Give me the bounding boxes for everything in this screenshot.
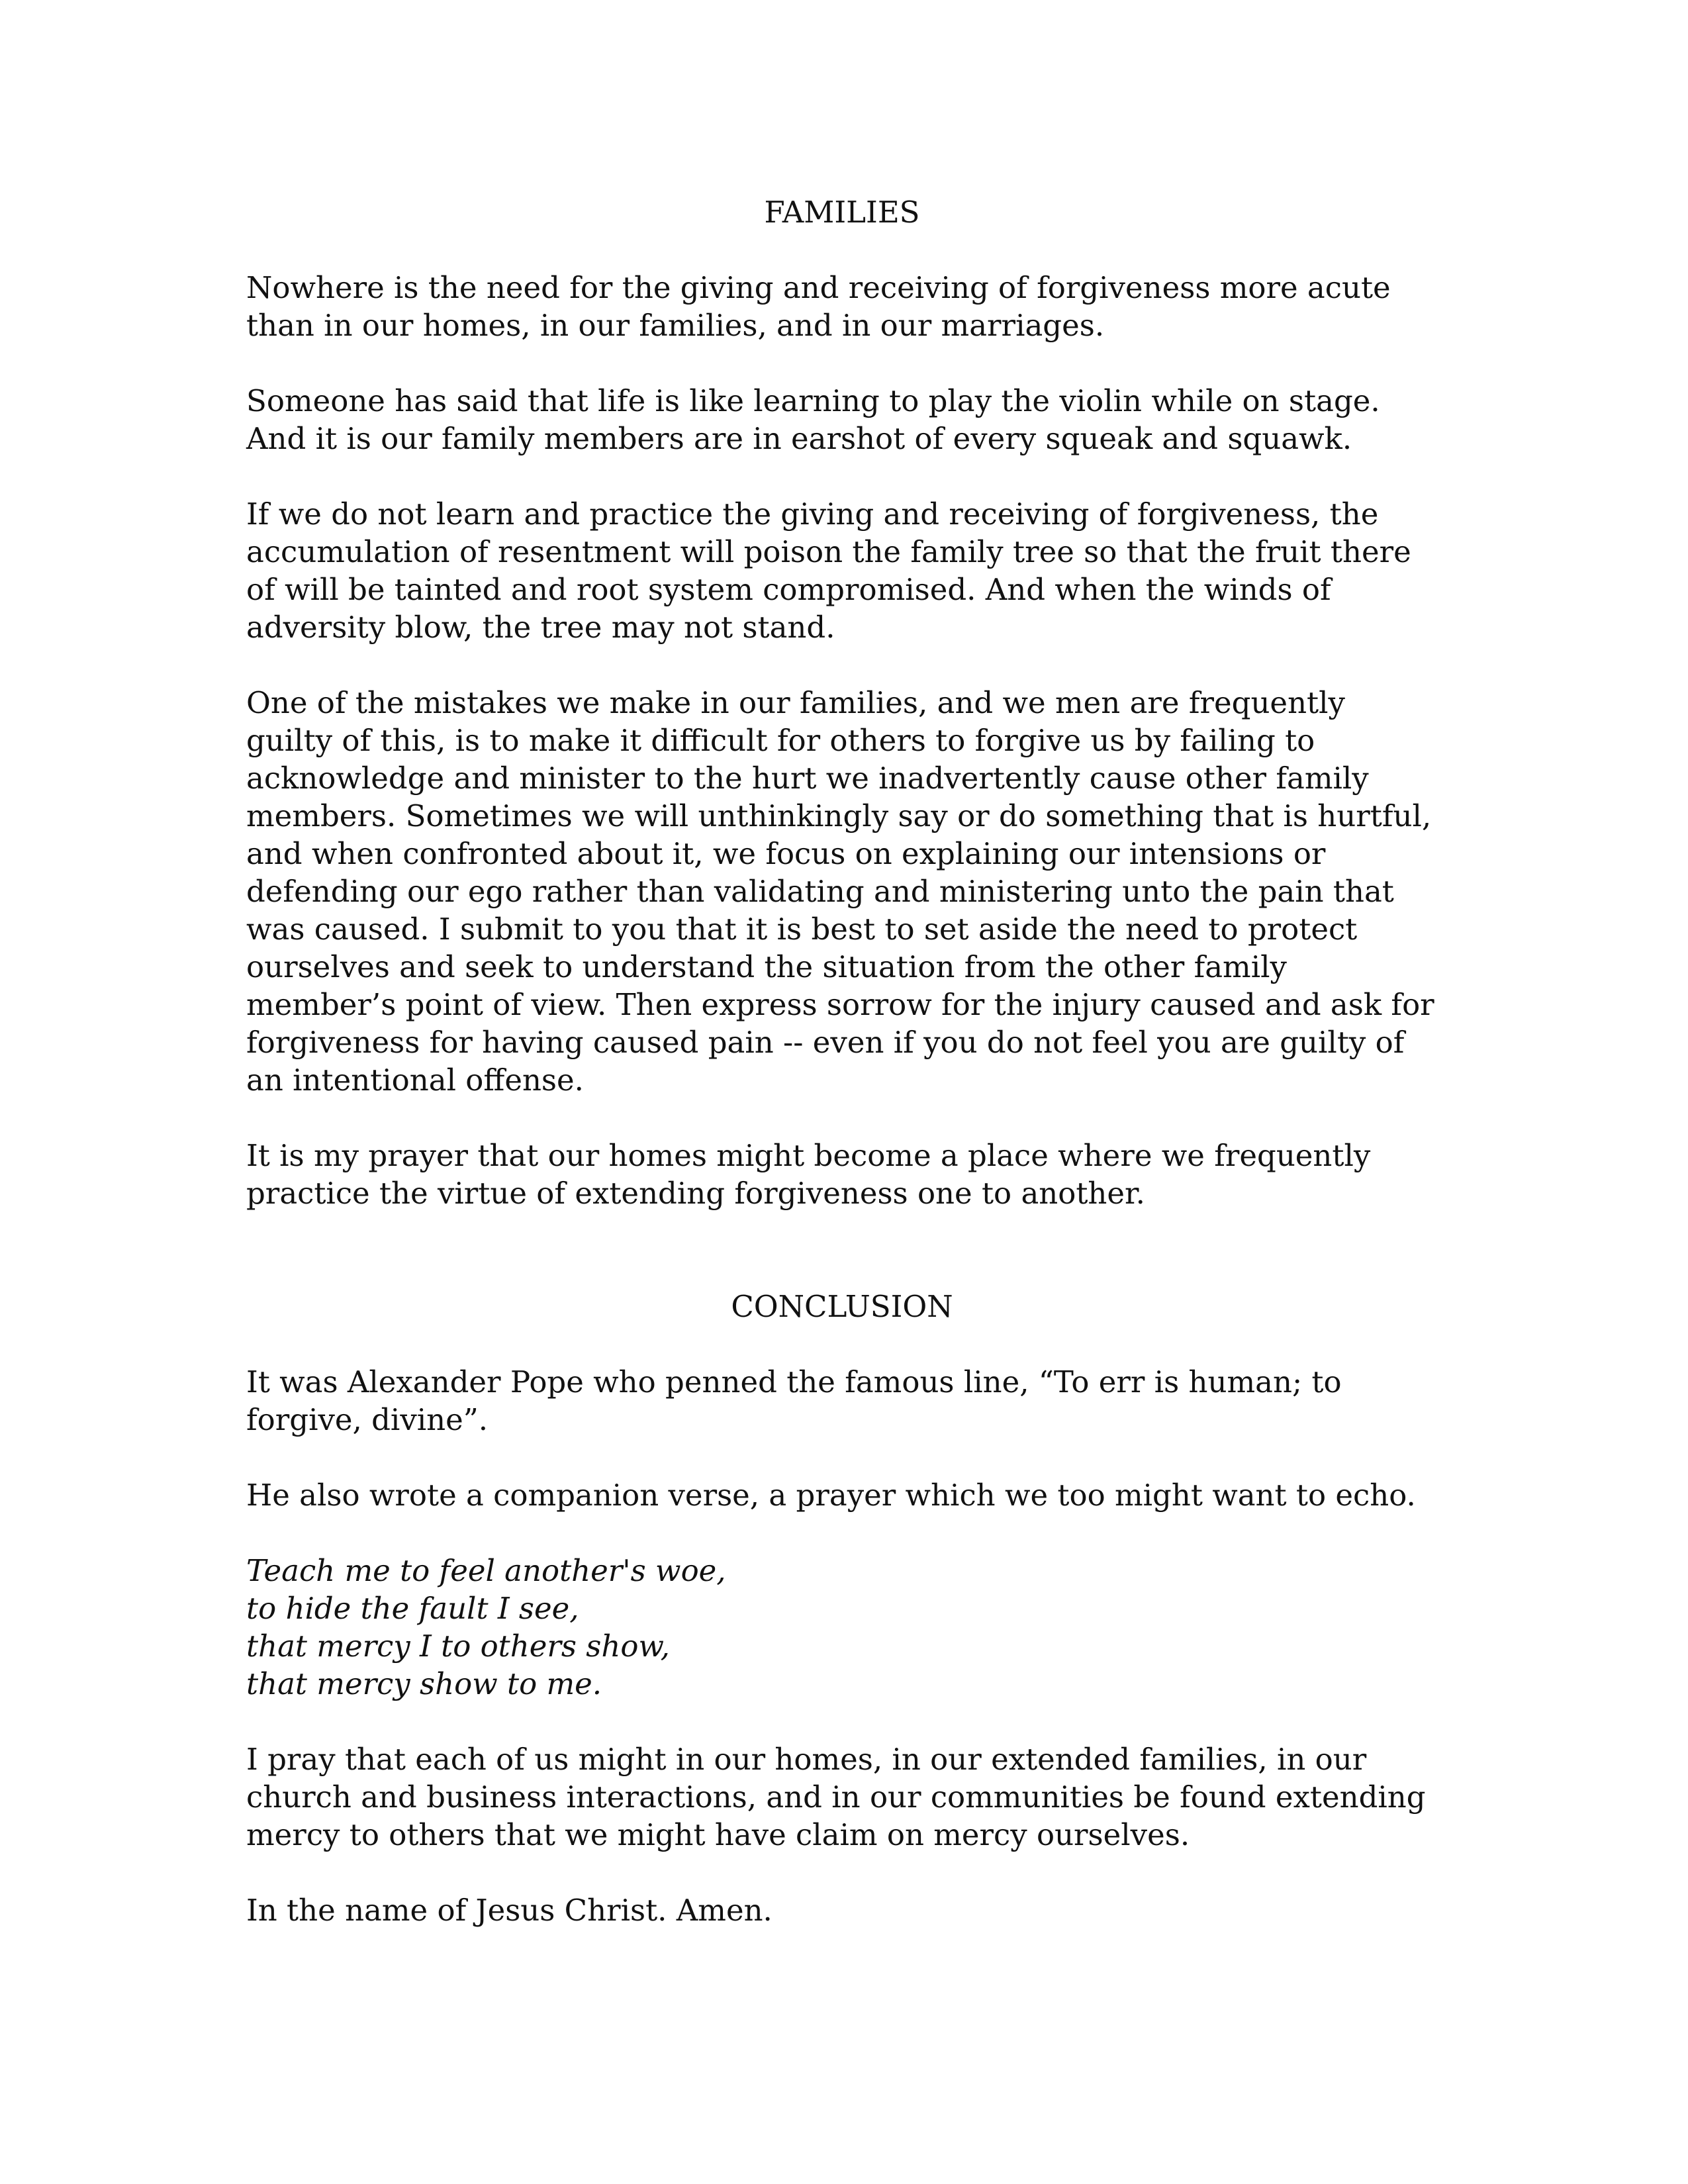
paragraph: It was Alexander Pope who penned the famous line, “To err is human; to forgive, divine”. — [246, 1364, 1342, 1437]
poem-line: Teach me to feel another's woe, — [246, 1553, 726, 1588]
poem-line: that mercy I to others show, — [246, 1629, 670, 1664]
poem-verse — [246, 1552, 1438, 1703]
poem-line: that mercy show to me. — [246, 1666, 602, 1701]
paragraph: If we do not learn and practice the giving and receiving of forgiveness, the accumulation of resentment will poison the family tree so that the fruit there of will be tainted and root system compromised. And when the winds of adversity blow, the tree may not stand. — [246, 497, 1411, 645]
document-page — [246, 193, 1438, 1929]
poem-line: to hide the fault I see, — [246, 1591, 579, 1626]
paragraph: It is my prayer that our homes might become a place where we frequently practice the virtue of extending forgiveness one to another. — [246, 1138, 1371, 1211]
paragraph: Someone has said that life is like learning to play the violin while on stage. And it is our family members are in earshot of every squeak and squawk. — [246, 383, 1380, 456]
paragraph: Nowhere is the need for the giving and receiving of forgiveness more acute than in our homes, in our families, and in our marriages. — [246, 270, 1391, 343]
paragraph: I pray that each of us might in our homes, in our extended families, in our church and business interactions, and in our communities be found extending mercy to others that we might have claim on mercy ourselves. — [246, 1742, 1426, 1852]
section-heading-conclusion: CONCLUSION — [731, 1289, 953, 1324]
paragraph: One of the mistakes we make in our families, and we men are frequently guilty of this, is to make it difficult for others to forgive us by failing to acknowledge and minister to the hurt we inadvertently cause other family members. Sometimes we will unthinkingly say or do something that is hurtful, and when confronted about it, we focus on explaining our intensions or defending our ego rather than validating and ministering unto the pain that was caused. I submit to you that it is best to set aside the need to protect ourselves and seek to understand the situation from the other family member’s point of view. Then express sorrow for the injury caused and ask for forgiveness for having caused pain -- even if you do not feel you are guilty of an intentional offense. — [246, 685, 1434, 1098]
paragraph: He also wrote a companion verse, a prayer which we too might want to echo. — [246, 1478, 1416, 1513]
section-heading-families: FAMILIES — [764, 195, 920, 230]
paragraph: In the name of Jesus Christ. Amen. — [246, 1893, 773, 1928]
